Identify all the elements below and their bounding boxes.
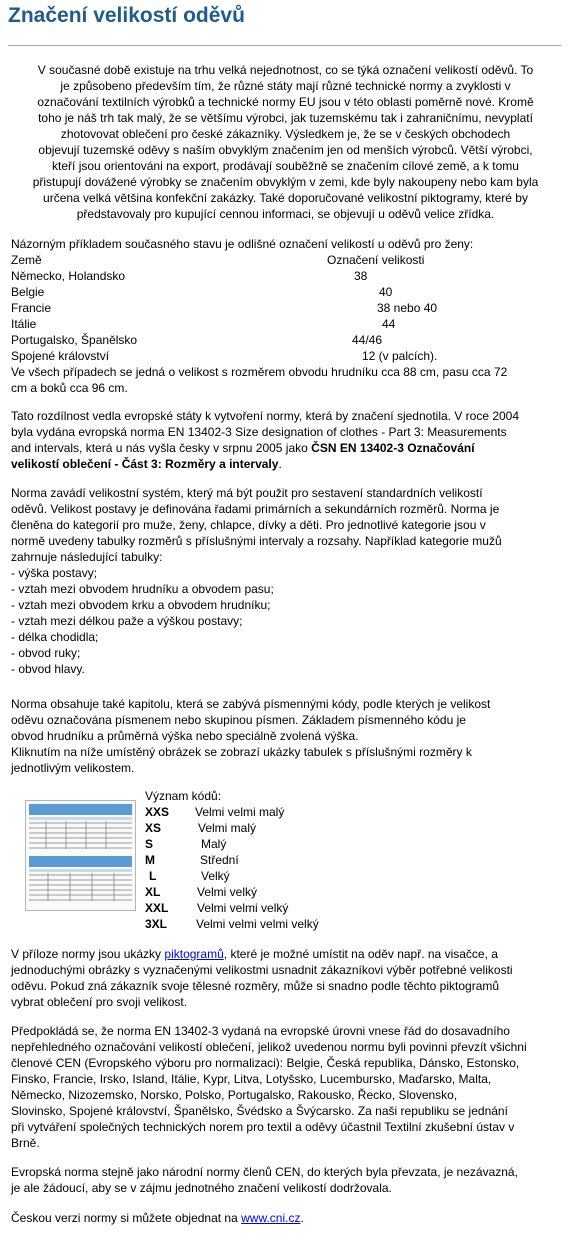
order-paragraph: Českou verzi normy si můžete objednat na www.cni.cz. — [11, 1211, 304, 1225]
intro-line: určena velká většina konfekční zakázky. Také doporučované velikostní piktogramy, které by — [43, 191, 528, 205]
code-description: Velký — [201, 869, 230, 883]
national-norms-paragraph — [11, 1164, 560, 1196]
table-row-country: Itálie — [11, 317, 37, 331]
letter-codes-line: obvod hrudníku a průměrná výška nebo speciálně zvolená výška. — [11, 729, 359, 743]
example-intro: Názorným příkladem současného stavu je odlišné označení velikostí u oděvů pro ženy: — [11, 237, 474, 251]
pictogram-line: oděvu. Pokud zná zákazník svoje tělesné rozměry, může si snadno podle těchto piktogramů — [11, 979, 500, 993]
pictogram-line: jednoduchými obrázky s vyznačenými velikostmi usnadnit zákazníkovi výběr potřebné velikosti — [11, 963, 513, 977]
tables-list — [11, 565, 560, 677]
table-row-country: Spojené království — [11, 349, 110, 363]
table-row-country: Francie — [11, 301, 52, 315]
table-row-country: Belgie — [11, 285, 45, 299]
code-description: Střední — [200, 853, 239, 867]
table-row-country: Portugalsko, Španělsko — [11, 333, 138, 347]
code-label: XXL — [145, 901, 169, 915]
letter-codes-line: oděvu označována písmenem nebo skupinou písmen. Základem písmenného kódu je — [11, 713, 466, 727]
cen-line: Slovinsko, Spojené království, Španělsko, Švédsko a Švýcarsko. Za naši republiku se jednání — [11, 1104, 508, 1118]
list-item: - délka chodidla; — [11, 630, 99, 644]
intro-line: zhotovovat oblečení pro české zákazníky. Výsledkem je, že se v českých obchodech — [60, 127, 511, 141]
code-label: 3XL — [145, 917, 168, 931]
cen-paragraph — [11, 1023, 560, 1151]
code-description: Malý — [201, 837, 227, 851]
list-item: - výška postavy; — [11, 566, 98, 580]
cen-line: Předpokládá se, že norma EN 13402-3 vydaná na evropské úrovni vnese řád do dosavadního — [11, 1024, 510, 1038]
cen-line: nepřehledného označování velikostí oblečení, jelikož uvedenou normu byli povinni převzít všichni — [11, 1040, 527, 1054]
table-header-country: Země — [11, 253, 42, 267]
letter-codes-line: Norma obsahuje také kapitolu, která se zabývá písmennými kódy, podle kterých je velikost — [11, 697, 491, 711]
intro-line: objevují tuzemské oděvy s naším obvyklým značením jen od menších výrobců. Větší výrobci, — [38, 143, 533, 157]
intro-line: V současné době existuje na trhu velká nejednotnost, co se týká označení velikostí oděvů. To — [37, 63, 534, 77]
measure-line: cm a boků cca 96 cm. — [11, 381, 128, 395]
measure-paragraph — [11, 364, 560, 396]
cen-line: Finsko, Francie, Irsko, Island, Itálie, Kypr, Litva, Lotyšsko, Lucembursko, Maďarsko, Malta, — [11, 1072, 492, 1086]
pictogram-line: vybrat oblečení pro svoji velikost. — [11, 995, 188, 1009]
norm-line-4: velikostí oblečení - Část 3: Rozměry a intervaly. — [11, 457, 282, 471]
code-label: S — [145, 837, 154, 851]
code-description: Velmi velmi malý — [195, 805, 285, 819]
table-row-size: 40 — [379, 285, 393, 299]
title-divider — [8, 45, 561, 46]
intro-line: přistupují dovážené výrobky se značením obvyklým v zemi, kde byly nakoupeny nebo kam byla — [32, 175, 539, 189]
code-description: Velmi velmi velmi velký — [196, 917, 319, 931]
table-row-size: 38 nebo 40 — [377, 301, 438, 315]
code-description: Velmi velmi velký — [197, 901, 289, 915]
list-item: - vztah mezi obvodem krku a obvodem hrudníku; — [11, 598, 271, 612]
intro-line: toho je náš trh tak malý, že se většímu výrobci, jak tuzemskému tak i zahraničnímu, nevyplatí — [38, 111, 533, 125]
intro-line: kteří jsou orientováni na export, prodávají souběžně se značením cílové země, a k tomu — [52, 159, 519, 173]
pictogram-link[interactable]: piktogramů — [164, 947, 224, 961]
system-line: členěna do kategorií pro muže, ženy, chlapce, dívky a děti. Pro jednotlivé kategorie jsou v — [11, 518, 486, 532]
table-row-size: 38 — [354, 269, 368, 283]
intro-line: představovaly pro kupující cennou informaci, se objevují u oděvů velice zřídka. — [76, 207, 495, 221]
intro-paragraph — [11, 62, 560, 222]
cen-line: při vytváření společných technických norem pro textil a oděvy účastnil Textilní zkušební ústav v — [11, 1120, 515, 1134]
national-norms-line: Evropská norma stejně jako národní normy členů CEN, do kterých byla převzata, je nezávazná, — [11, 1165, 518, 1179]
norm-paragraph — [11, 408, 560, 472]
code-label: M — [145, 853, 155, 867]
national-norms-line: je ale žádoucí, aby se v zájmu jednotného značení velikostí dodržovala. — [11, 1181, 392, 1195]
system-paragraph — [11, 485, 560, 565]
table-row-size: 12 (v palcích). — [362, 349, 438, 363]
list-item: - obvod ruky; — [11, 646, 81, 660]
intro-line: je způsobeno především tím, že různé státy mají různé technické normy a zvyklosti v — [60, 79, 511, 93]
size-table-thumbnail[interactable] — [25, 800, 136, 911]
cen-line: Německo, Nizozemsko, Norsko, Polsko, Portugalsko, Rakousko, Řecko, Slovensko, — [11, 1088, 458, 1102]
system-line: zahrnuje následující tabulky: — [11, 550, 163, 564]
norm-line: byla vydána evropská norma EN 13402-3 Size designation of clothes - Part 3: Measurements — [11, 425, 507, 439]
list-item: - obvod hlavy. — [11, 662, 85, 676]
intro-line: označování textilních výrobků a technické normy EU jsou v této oblasti poměrně nové. Kromě — [37, 95, 534, 109]
sizes-table — [11, 252, 560, 364]
letter-codes-line: Kliknutím na níže umístěný obrázek se zobrazí ukázky tabulek s příslušnými rozměry k — [11, 745, 472, 759]
measure-line: Ve všech případech se jedná o velikost s rozměrem obvodu hrudníku cca 88 cm, pasu cca 72 — [11, 365, 508, 379]
codes-heading: Význam kódů: — [145, 789, 222, 803]
codes-legend — [145, 804, 405, 932]
letter-codes-line: jednotlivým velikostem. — [11, 761, 135, 775]
list-item: - vztah mezi obvodem hrudníku a obvodem pasu; — [11, 582, 274, 596]
list-item: - vztah mezi délkou paže a výškou postavy; — [11, 614, 243, 628]
code-description: Velmi malý — [198, 821, 257, 835]
pictogram-line-1: V příloze normy jsou ukázky piktogramů, které je možné umístit na oděv např. na visačce, a — [11, 947, 498, 961]
system-line: normě uvedeny tabulky rozměrů s příslušnými intervaly a rozsahy. Například kategorie mužů — [11, 534, 502, 548]
size-table-thumbnail-icon — [26, 801, 135, 910]
code-label: XS — [145, 821, 162, 835]
code-label: XXS — [145, 805, 170, 819]
system-line: oděvů. Velikost postavy je definována řadami primárních a sekundárních rozměrů. Norma je — [11, 502, 500, 516]
table-row-country: Německo, Holandsko — [11, 269, 126, 283]
cen-line: Brně. — [11, 1136, 40, 1150]
norm-line-3: and intervals, která u nás vyšla česky v srpnu 2005 jako ČSN EN 13402-3 Označování — [11, 441, 475, 455]
table-header-size: Označení velikosti — [327, 253, 425, 267]
table-row-size: 44 — [382, 317, 396, 331]
code-description: Velmi velký — [197, 885, 258, 899]
cni-link[interactable]: www.cni.cz — [241, 1211, 301, 1225]
system-line: Norma zavádí velikostní systém, který má být použit pro sestavení standardních velikostí — [11, 486, 483, 500]
letter-codes-paragraph — [11, 696, 560, 776]
norm-line: Tato rozdílnost vedla evropské státy k vytvoření normy, která by značení sjednotila. V roce 2004 — [11, 409, 520, 423]
cen-line: členové CEN (Evropského výboru pro normalizaci): Belgie, Česká republika, Dánsko, Estonsko, — [11, 1056, 520, 1070]
table-row-size: 44/46 — [352, 333, 383, 347]
code-label: XL — [145, 885, 161, 899]
page-title: Značení velikostí oděvů — [8, 4, 245, 27]
code-label: L — [149, 869, 157, 883]
pictogram-paragraph — [11, 946, 560, 1010]
